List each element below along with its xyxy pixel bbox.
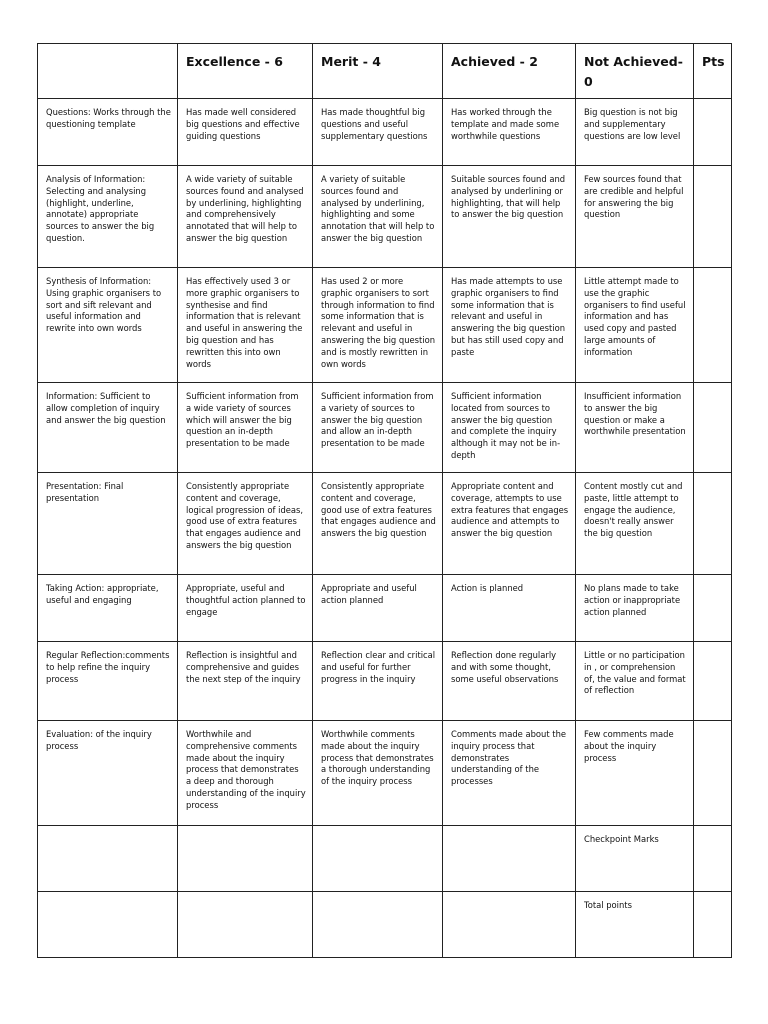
achieved-cell: Has made attempts to use graphic organisers to find some information that is relevant and useful in answering the big question but has still used copy and paste bbox=[443, 268, 576, 383]
excellence-cell: Worthwhile and comprehensive comments made about the inquiry process that demonstrates a deep and thorough understanding of the inquiry process bbox=[178, 721, 313, 826]
merit-cell: Has used 2 or more graphic organisers to sort through information to find some information that is relevant and useful in answering the big question and is mostly rewritten in own words bbox=[313, 268, 443, 383]
criteria-cell: Analysis of Information: Selecting and analysing (highlight, underline, annotate) appropriate sources to answer the big question. bbox=[38, 166, 178, 268]
achieved-cell: Suitable sources found and analysed by underlining or highlighting, that will help to answer the big question bbox=[443, 166, 576, 268]
merit-cell: Appropriate and useful action planned bbox=[313, 575, 443, 642]
criteria-cell: Taking Action: appropriate, useful and engaging bbox=[38, 575, 178, 642]
excellence-cell bbox=[178, 892, 313, 958]
criteria-cell: Presentation: Final presentation bbox=[38, 473, 178, 575]
criteria-cell: Evaluation: of the inquiry process bbox=[38, 721, 178, 826]
achieved-cell: Has worked through the template and made some worthwhile questions bbox=[443, 99, 576, 166]
criteria-cell bbox=[38, 826, 178, 892]
achieved-cell: Appropriate content and coverage, attempts to use extra features that engages audience and attempts to answer the big question bbox=[443, 473, 576, 575]
not-achieved-cell: Content mostly cut and paste, little attempt to engage the audience, doesn't really answer the big question bbox=[576, 473, 694, 575]
merit-cell: Sufficient information from a variety of sources to answer the big question and allow an in-depth presentation to be made bbox=[313, 383, 443, 473]
points-cell bbox=[694, 99, 732, 166]
criteria-cell: Questions: Works through the questioning template bbox=[38, 99, 178, 166]
points-cell bbox=[694, 575, 732, 642]
header-cell-achieved: Achieved - 2 bbox=[443, 44, 576, 99]
achieved-cell: Action is planned bbox=[443, 575, 576, 642]
table-row bbox=[38, 383, 732, 473]
criteria-cell: Information: Sufficient to allow completion of inquiry and answer the big question bbox=[38, 383, 178, 473]
points-cell bbox=[694, 721, 732, 826]
not-achieved-cell: Insufficient information to answer the big question or make a worthwhile presentation bbox=[576, 383, 694, 473]
table-row bbox=[38, 575, 732, 642]
excellence-cell: A wide variety of suitable sources found and analysed by underlining, highlighting and comprehensively annotated that will help to answer the big question bbox=[178, 166, 313, 268]
points-cell bbox=[694, 473, 732, 575]
total-points-label: Total points bbox=[576, 892, 694, 958]
points-cell bbox=[694, 642, 732, 721]
excellence-cell bbox=[178, 826, 313, 892]
rubric-table bbox=[37, 43, 732, 958]
points-cell bbox=[694, 166, 732, 268]
excellence-cell: Sufficient information from a wide variety of sources which will answer the big question an in-depth presentation to be made bbox=[178, 383, 313, 473]
merit-cell: Has made thoughtful big questions and useful supplementary questions bbox=[313, 99, 443, 166]
table-row bbox=[38, 721, 732, 826]
merit-cell: Consistently appropriate content and coverage, good use of extra features that engages audience and answers the big question bbox=[313, 473, 443, 575]
points-cell[interactable] bbox=[694, 826, 732, 892]
table-row bbox=[38, 166, 732, 268]
merit-cell bbox=[313, 892, 443, 958]
excellence-cell: Has effectively used 3 or more graphic organisers to synthesise and find information that is relevant and useful in answering the big question and has rewritten this into own words bbox=[178, 268, 313, 383]
excellence-cell: Has made well considered big questions and effective guiding questions bbox=[178, 99, 313, 166]
excellence-cell: Reflection is insightful and comprehensive and guides the next step of the inquiry bbox=[178, 642, 313, 721]
merit-cell: Reflection clear and critical and useful for further progress in the inquiry bbox=[313, 642, 443, 721]
points-cell[interactable] bbox=[694, 892, 732, 958]
header-cell-not-achieved: Not Achieved- 0 bbox=[576, 44, 694, 99]
table-row bbox=[38, 99, 732, 166]
header-row bbox=[38, 44, 732, 99]
excellence-cell: Appropriate, useful and thoughtful action planned to engage bbox=[178, 575, 313, 642]
table-row bbox=[38, 642, 732, 721]
not-achieved-cell: Big question is not big and supplementary questions are low level bbox=[576, 99, 694, 166]
criteria-cell: Regular Reflection:comments to help refine the inquiry process bbox=[38, 642, 178, 721]
header-cell-excellence: Excellence - 6 bbox=[178, 44, 313, 99]
achieved-cell: Comments made about the inquiry process that demonstrates understanding of the processes bbox=[443, 721, 576, 826]
excellence-cell: Consistently appropriate content and coverage, logical progression of ideas, good use of extra features that engages audience and answers the big question bbox=[178, 473, 313, 575]
criteria-cell bbox=[38, 892, 178, 958]
points-cell bbox=[694, 383, 732, 473]
header-cell-merit: Merit - 4 bbox=[313, 44, 443, 99]
merit-cell bbox=[313, 826, 443, 892]
table-row bbox=[38, 473, 732, 575]
achieved-cell: Sufficient information located from sources to answer the big question and complete the inquiry although it may not be in-depth bbox=[443, 383, 576, 473]
not-achieved-cell: Few sources found that are credible and helpful for answering the big question bbox=[576, 166, 694, 268]
achieved-cell: Reflection done regularly and with some thought, some useful observations bbox=[443, 642, 576, 721]
table-row bbox=[38, 268, 732, 383]
merit-cell: Worthwhile comments made about the inquiry process that demonstrates a thorough understanding of the inquiry process bbox=[313, 721, 443, 826]
header-cell-points: Pts bbox=[694, 44, 732, 99]
merit-cell: A variety of suitable sources found and analysed by underlining, highlighting and some annotation that will help to answer the big question bbox=[313, 166, 443, 268]
not-achieved-cell: Few comments made about the inquiry process bbox=[576, 721, 694, 826]
criteria-cell: Synthesis of Information: Using graphic organisers to sort and sift relevant and useful information and rewrite into own words bbox=[38, 268, 178, 383]
table-row bbox=[38, 892, 732, 958]
table-row bbox=[38, 826, 732, 892]
points-cell bbox=[694, 268, 732, 383]
not-achieved-cell: Little attempt made to use the graphic organisers to find useful information and has used copy and pasted large amounts of information bbox=[576, 268, 694, 383]
header-cell-criteria bbox=[38, 44, 178, 99]
not-achieved-cell: Little or no participation in , or comprehension of, the value and format of reflection bbox=[576, 642, 694, 721]
achieved-cell bbox=[443, 826, 576, 892]
checkpoint-marks-label: Checkpoint Marks bbox=[576, 826, 694, 892]
achieved-cell bbox=[443, 892, 576, 958]
not-achieved-cell: No plans made to take action or inappropriate action planned bbox=[576, 575, 694, 642]
